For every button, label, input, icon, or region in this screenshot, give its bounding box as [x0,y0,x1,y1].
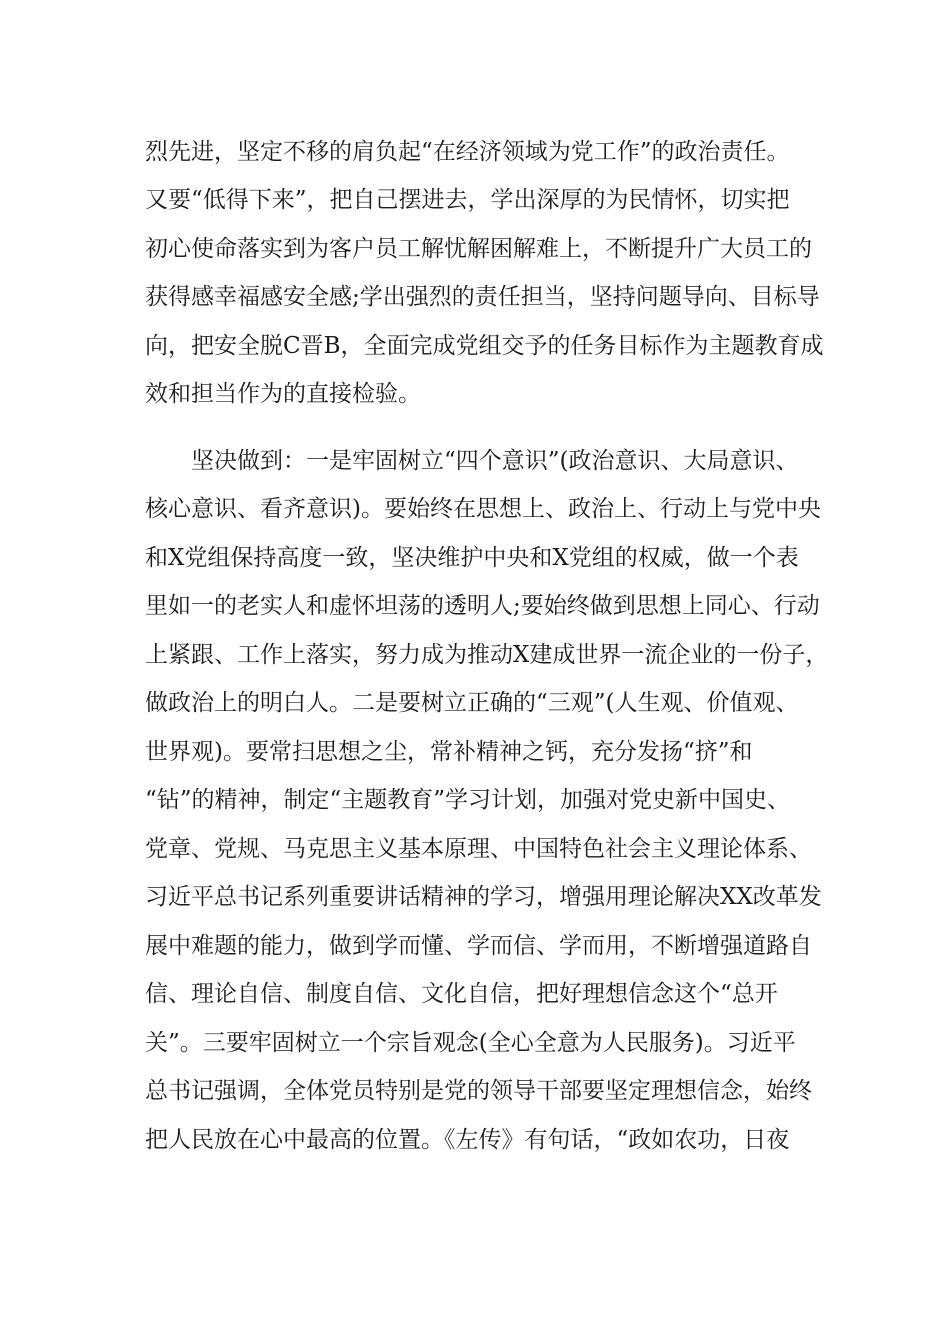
text-line: 烈先进，坚定不移的肩负起“在经济领域为党工作”的政治责任。 [145,139,790,165]
text-line: 上紧跟、工作上落实，努力成为推动X建成世界一流企业的一份子， [145,642,829,668]
text-line: 里如一的老实人和虚怀坦荡的透明人;要始终做到思想上同心、行动 [145,593,820,619]
text-line: 做政治上的明白人。二是要树立正确的“三观”(人生观、价值观、 [145,690,799,716]
text-line: 效和担当作为的直接检验。 [145,381,421,407]
text-line: 把人民放在心中最高的位置。《左传》有句话，“政如农功，日夜 [145,1127,790,1153]
text-line: 习近平总书记系列重要讲话精神的学习，增强用理论解决XX改革发 [145,884,822,910]
text-line: 坚决做到：一是牢固树立“四个意识”(政治意识、大局意识、 [191,448,799,474]
text-line: 初心使命落实到为客户员工解忧解困解难上，不断提升广大员工的 [145,236,812,262]
text-line: 世界观)。要常扫思想之尘，常补精神之钙，充分发扬“挤”和 [145,739,753,765]
text-line: 总书记强调，全体党员特别是党的领导干部要坚定理想信念，始终 [145,1078,812,1104]
text-line: 党章、党规、马克思主义基本原理、中国特色社会主义理论体系、 [145,836,812,862]
text-line: 和X党组保持高度一致，坚决维护中央和X党组的权威，做一个表 [145,545,799,571]
text-line: “钻”的精神，制定“主题教育”学习计划，加强对党史新中国史、 [145,787,791,813]
text-line: 核心意识、看齐意识)。要始终在思想上、政治上、行动上与党中央 [145,496,821,522]
text-line: 获得感幸福感安全感;学出强烈的责任担当，坚持问题导向、目标导 [145,284,820,310]
text-line: 信、理论自信、制度自信、文化自信，把好理想信念这个“总开 [145,981,778,1007]
text-line: 展中难题的能力，做到学而懂、学而信、学而用，不断增强道路自 [145,933,812,959]
text-line: 向，把安全脱C晋B，全面完成党组交予的任务目标作为主题教育成 [145,333,824,359]
text-line: 又要“低得下来”，把自己摆进去，学出深厚的为民情怀，切实把 [145,187,790,213]
text-line: 关”。三要牢固树立一个宗旨观念(全心全意为人民服务)。习近平 [145,1030,796,1056]
